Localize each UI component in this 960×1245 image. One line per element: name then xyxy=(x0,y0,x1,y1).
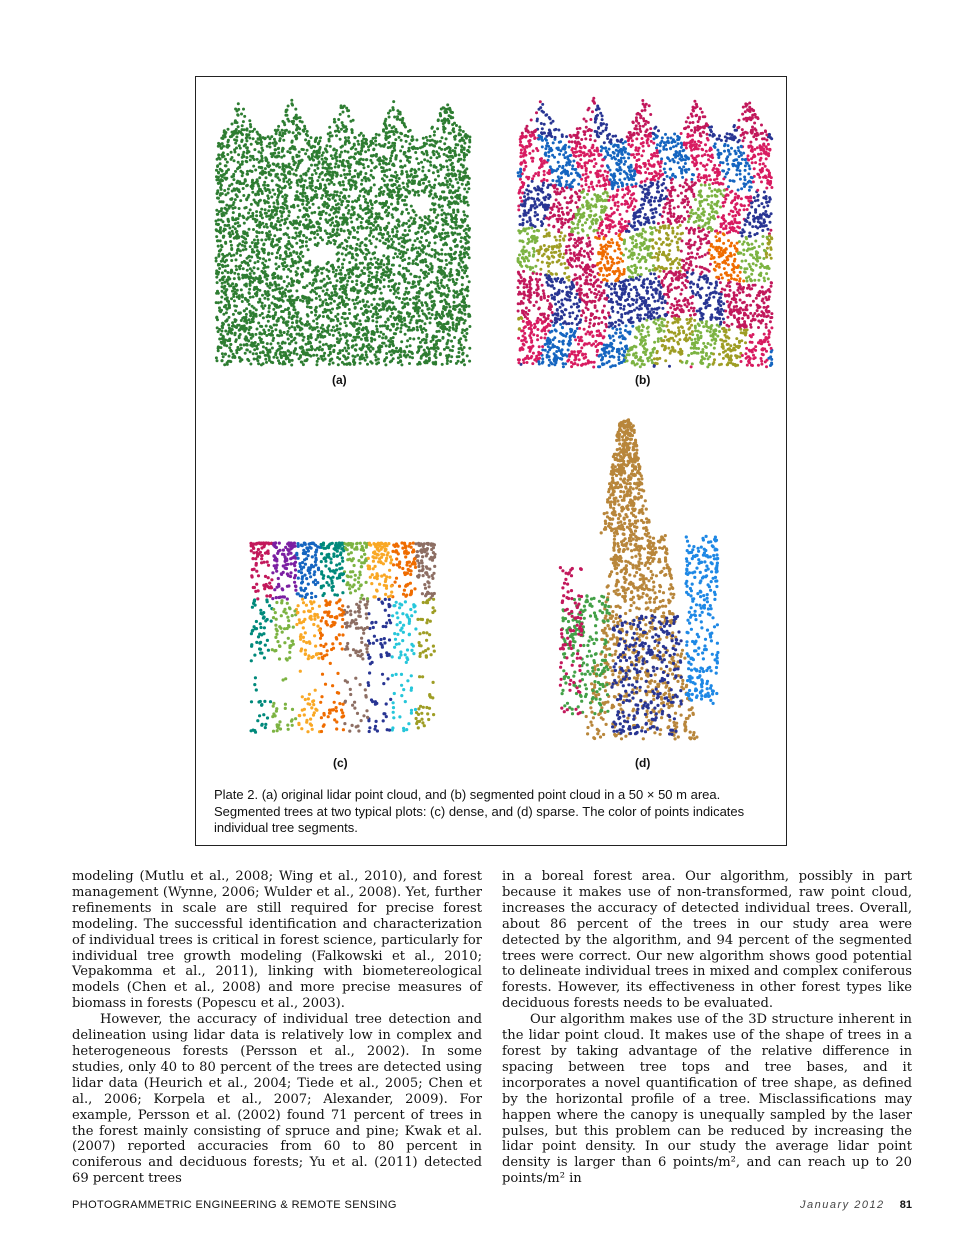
right-column xyxy=(502,869,912,1187)
panel-label-a: (a) xyxy=(332,373,347,387)
figure-plate xyxy=(195,76,787,846)
panel-c-dense-plot xyxy=(248,539,438,739)
left-paragraph-1: modeling (Mutlu et al., 2008; Wing et al., 2010), and forest management (Wynne, 2006; Wulder et al., 2008). Yet, further refinements in scale are still required for precise forest modeling. The successful identification and characterization of individual trees is critical in forest science, particularly for individual tree growth modeling (Falkowski et al., 2010; Vepakomma et al., 2011), linking with biometereological models (Chen et al., 2008) and more precise measures of biomass in forests (Popescu et al., 2003). xyxy=(72,869,482,1012)
left-paragraph-2: However, the accuracy of individual tree detection and delineation using lidar data is relatively low in complex and heterogeneous forests (Persson et al., 2002). In some studies, only 40 to 80 percent of the trees are detected using lidar data (Heurich et al., 2004; Tiede et al., 2005; Chen et al., 2006; Korpela et al., 2007; Alexander, 2009). For example, Persson et al. (2002) found 71 percent of trees in the forest mainly consisting of spruce and pine; Kwak et al. (2007) reported accuracies from 60 to 80 percent in coniferous and deciduous forests; Yu et al. (2011) detected 69 percent trees xyxy=(72,1012,482,1187)
panel-d-sparse-plot xyxy=(558,415,728,747)
right-paragraph-2: Our algorithm makes use of the 3D structure inherent in the lidar point cloud. It makes use of the shape of trees in a forest by taking advantage of the relative difference in spacing between tree tops and tree bases, and it incorporates a novel quantification of tree shape, as defined by the horizontal profile of a tree. Misclassifications may happen where the canopy is unequally sampled by the laser pulses, but this problem can be reduced by increasing the lidar point density. In our study the average lidar point density is larger than 6 points/m², and can reach up to 20 points/m² in xyxy=(502,1012,912,1187)
figure-caption: Plate 2. (a) original lidar point cloud, and (b) segmented point cloud in a 50 × 50 m area. Segmented trees at two typical plots: (c) dense, and (d) sparse. The color of points indicates individual tree segments. xyxy=(214,787,745,835)
right-paragraph-1: in a boreal forest area. Our algorithm, possibly in part because it makes use of non-transformed, raw point cloud, increases the accuracy of detected individual trees. Overall, about 86 percent of the trees in our study area were detected by the algorithm, and 94 percent of the segmented trees were correct. Our new algorithm shows good potential to delineate individual trees in mixed and complex coniferous forests. However, its effectiveness in other forest types like deciduous forests needs to be evaluated. xyxy=(502,869,912,1012)
panel-a-original-point-cloud xyxy=(214,95,472,367)
panel-b-segmented-point-cloud xyxy=(516,93,774,369)
panel-label-c: (c) xyxy=(333,756,348,770)
footer-date: January 2012 xyxy=(800,1199,885,1211)
footer-right xyxy=(800,1199,912,1211)
panel-label-b: (b) xyxy=(635,373,651,387)
left-column xyxy=(72,869,482,1187)
footer-journal-name: PHOTOGRAMMETRIC ENGINEERING & REMOTE SENSING xyxy=(72,1199,397,1211)
page-number: 81 xyxy=(899,1199,912,1211)
panel-label-d: (d) xyxy=(635,756,651,770)
